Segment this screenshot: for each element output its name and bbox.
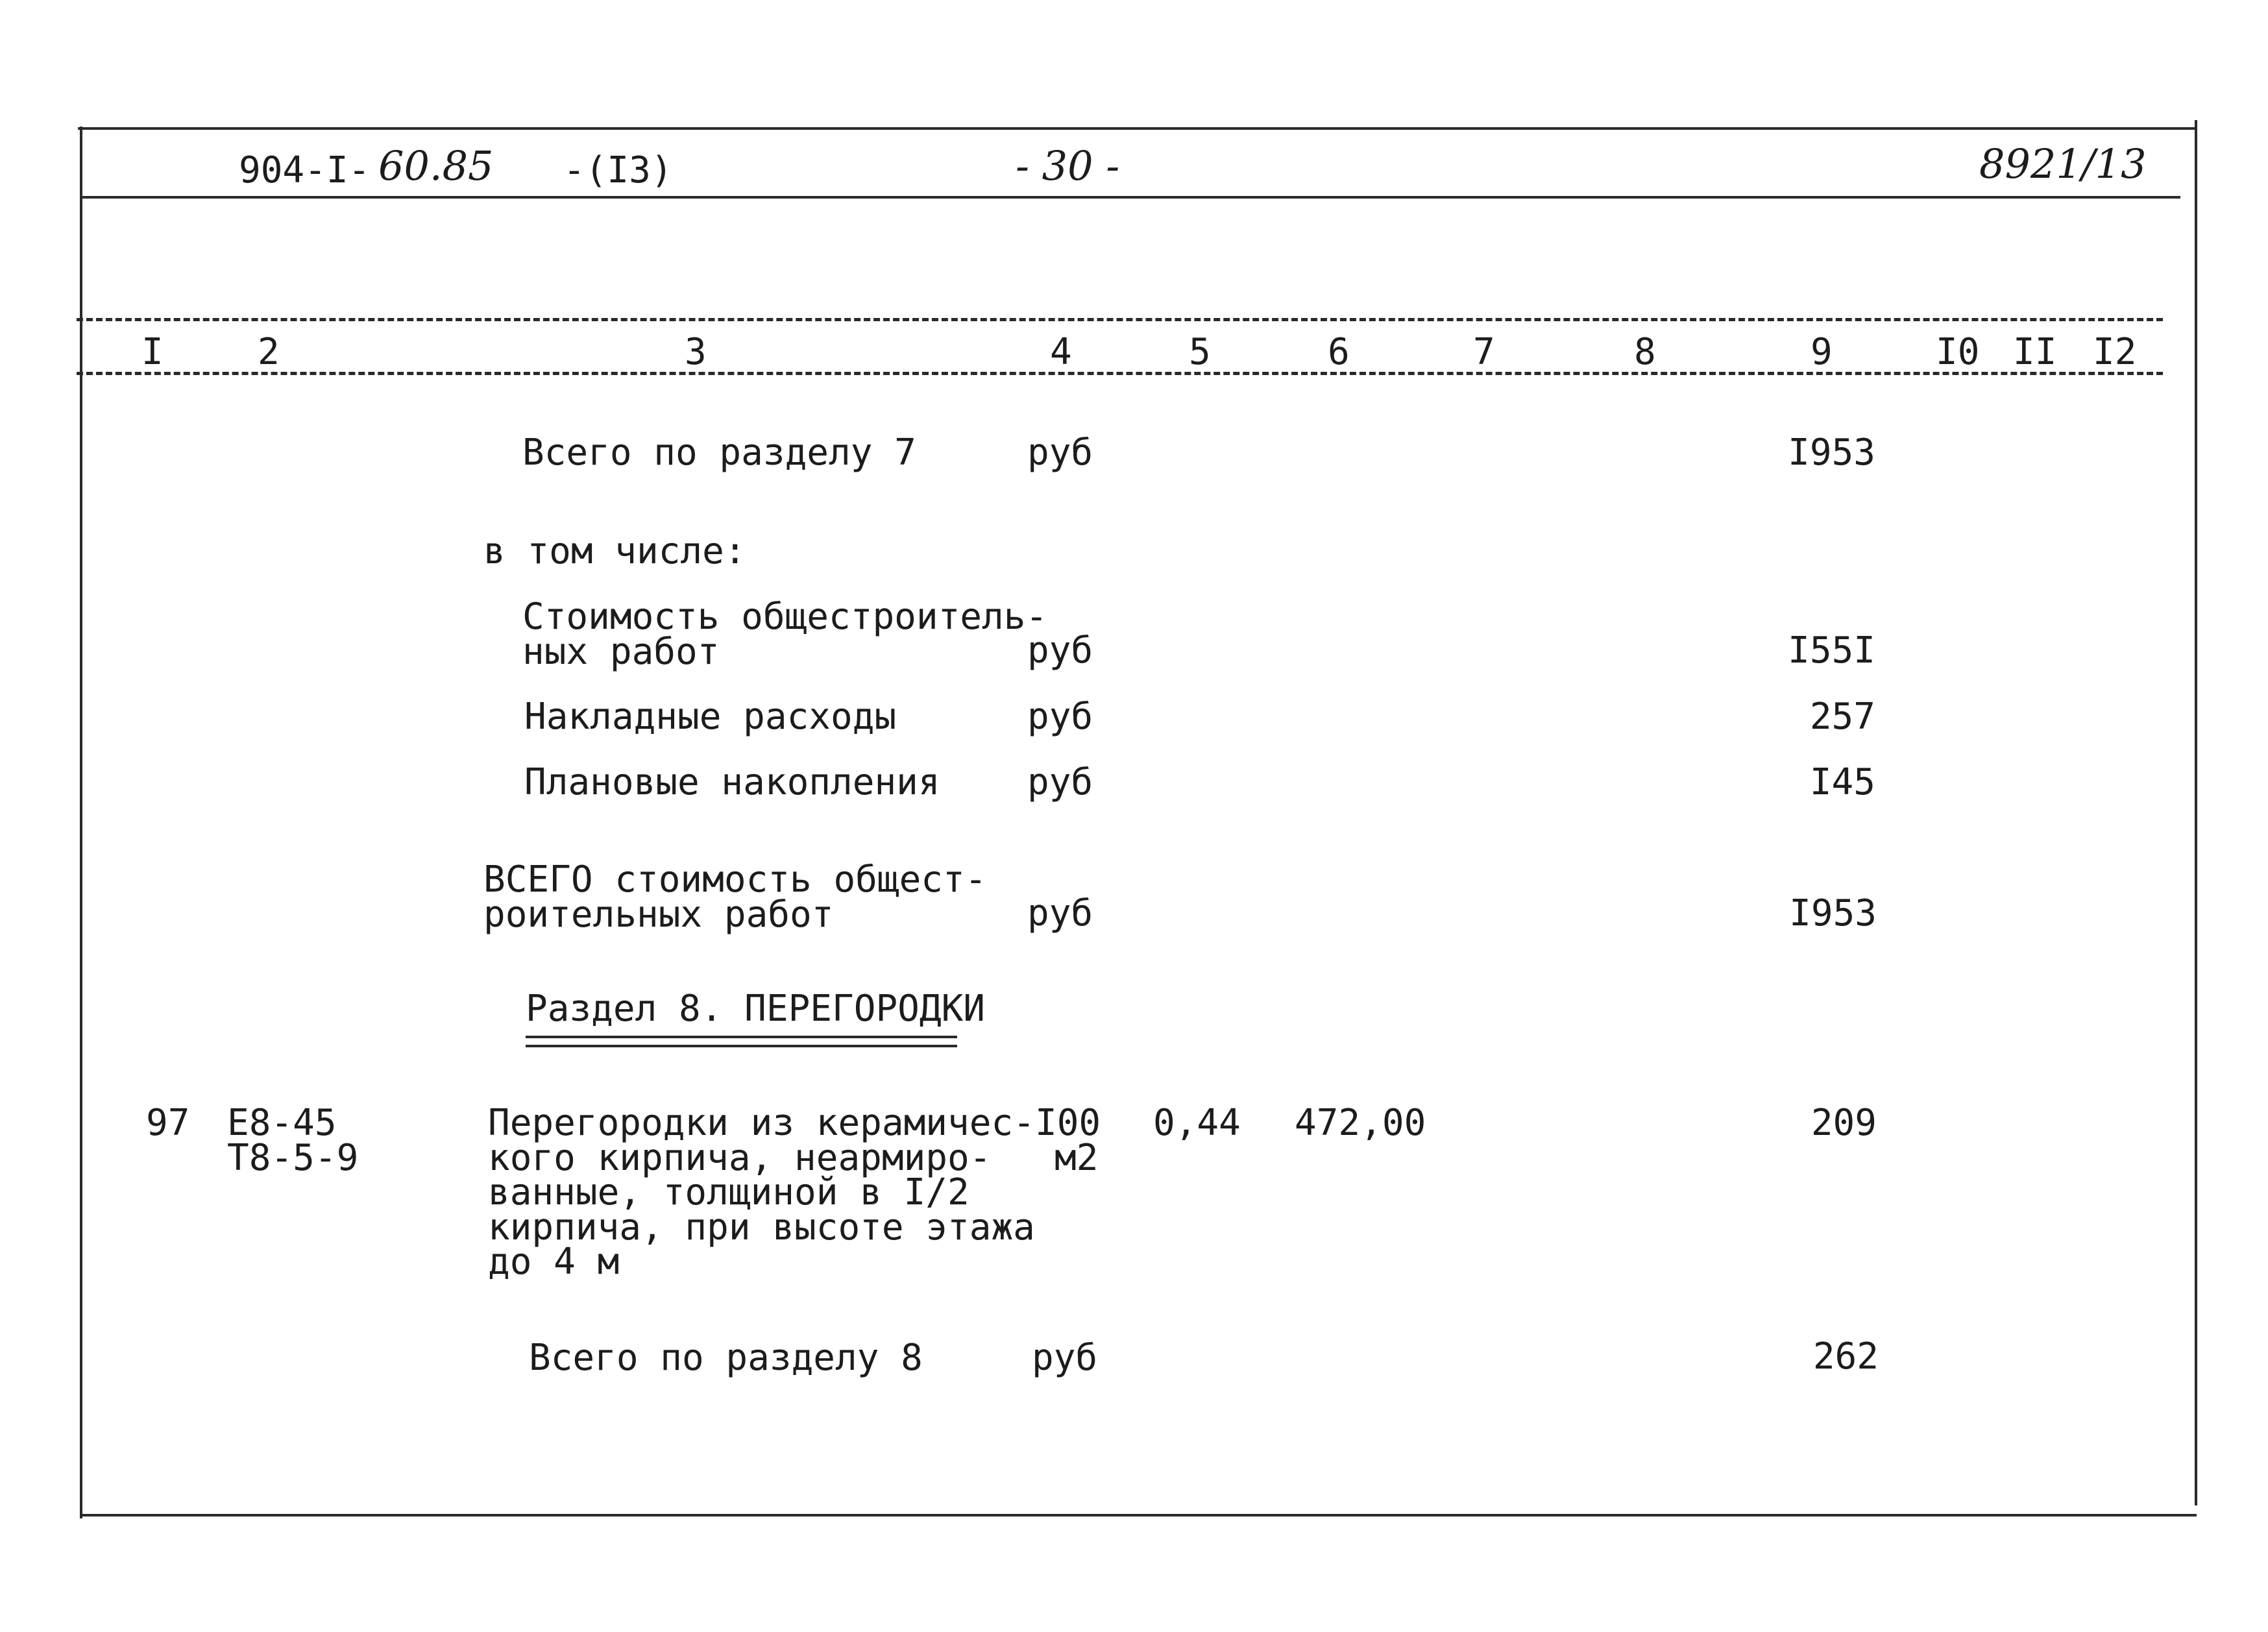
general-works-unit: руб [1027,629,1093,672]
item-unit-measure: м2 [1055,1137,1099,1179]
column-number-11: II [2013,331,2057,373]
doc-prefix: 904-I- [239,149,371,191]
total-section8-label: Всего по разделу 8 [529,1337,923,1379]
column-number-4: 4 [1050,331,1072,373]
total-section7-sum: I953 [1788,432,1875,474]
item-sum: 209 [1811,1102,1877,1144]
grand-total-sum: I953 [1789,892,1877,934]
item-code-2: Т8-5-9 [227,1137,359,1179]
column-number-1: I [141,331,164,373]
planned-savings-unit: руб [1027,761,1093,803]
section8-title: Раздел 8. ПЕРЕГОРОДКИ [526,988,986,1030]
including-label: в том числе: [483,530,746,572]
header-divider [81,196,2180,199]
column-header-bottom-dash [77,372,2163,375]
column-number-12: I2 [2093,331,2137,373]
overhead-unit: руб [1027,696,1093,738]
column-number-8: 8 [1634,331,1656,373]
item-description-line4: кирпича, при высоте этажа [488,1206,1035,1248]
item-unit-count: I00 [1035,1102,1101,1144]
column-number-2: 2 [258,331,280,373]
column-number-10: I0 [1936,331,1980,373]
column-number-5: 5 [1189,331,1211,373]
general-works-label-line1: Стоимость общестроитель- [522,596,1048,638]
doc-suffix: -(I3) [563,149,673,191]
item-code-1: Е8-45 [227,1102,337,1144]
planned-savings-label: Плановые накопления [524,761,940,803]
item-description-line5: до 4 м [488,1241,620,1283]
frame-left-border [80,127,82,1518]
item-number: 97 [146,1102,190,1144]
total-section8-sum: 262 [1812,1335,1879,1378]
item-description-line1: Перегородки из керамичес- [488,1102,1035,1144]
total-section7-label: Всего по разделу 7 [522,432,916,474]
column-number-7: 7 [1473,331,1495,373]
section8-title-underline [526,1036,957,1047]
item-description-line2: кого кирпича, неармиро- [488,1137,992,1179]
item-quantity: 0,44 [1153,1102,1241,1144]
frame-right-border [2195,120,2197,1505]
column-header-top-dash [77,318,2163,321]
item-description-line3: ванные, толщиной в I/2 [488,1171,969,1213]
column-number-9: 9 [1811,331,1833,373]
doc-handwritten-number: 60.85 [378,142,494,189]
general-works-sum: I55I [1788,629,1875,672]
bottom-border [81,1514,2197,1516]
grand-total-label-line2: роительных работ [483,894,834,936]
planned-savings-sum: I45 [1809,761,1875,803]
grand-total-label-line1: ВСЕГО стоимость общест- [483,859,987,901]
column-number-3: 3 [685,331,707,373]
overhead-label: Накладные расходы [524,696,897,738]
sheet-code: 8921/13 [1979,140,2147,188]
total-section8-unit: руб [1032,1337,1098,1379]
overhead-sum: 257 [1809,696,1875,738]
column-number-6: 6 [1328,331,1350,373]
item-unit-price: 472,00 [1295,1102,1426,1144]
general-works-label-line2: ных работ [522,631,720,673]
total-section7-unit: руб [1027,432,1093,474]
page-number: - 30 - [1016,142,1120,189]
grand-total-unit: руб [1027,892,1093,934]
top-border [78,127,2197,130]
